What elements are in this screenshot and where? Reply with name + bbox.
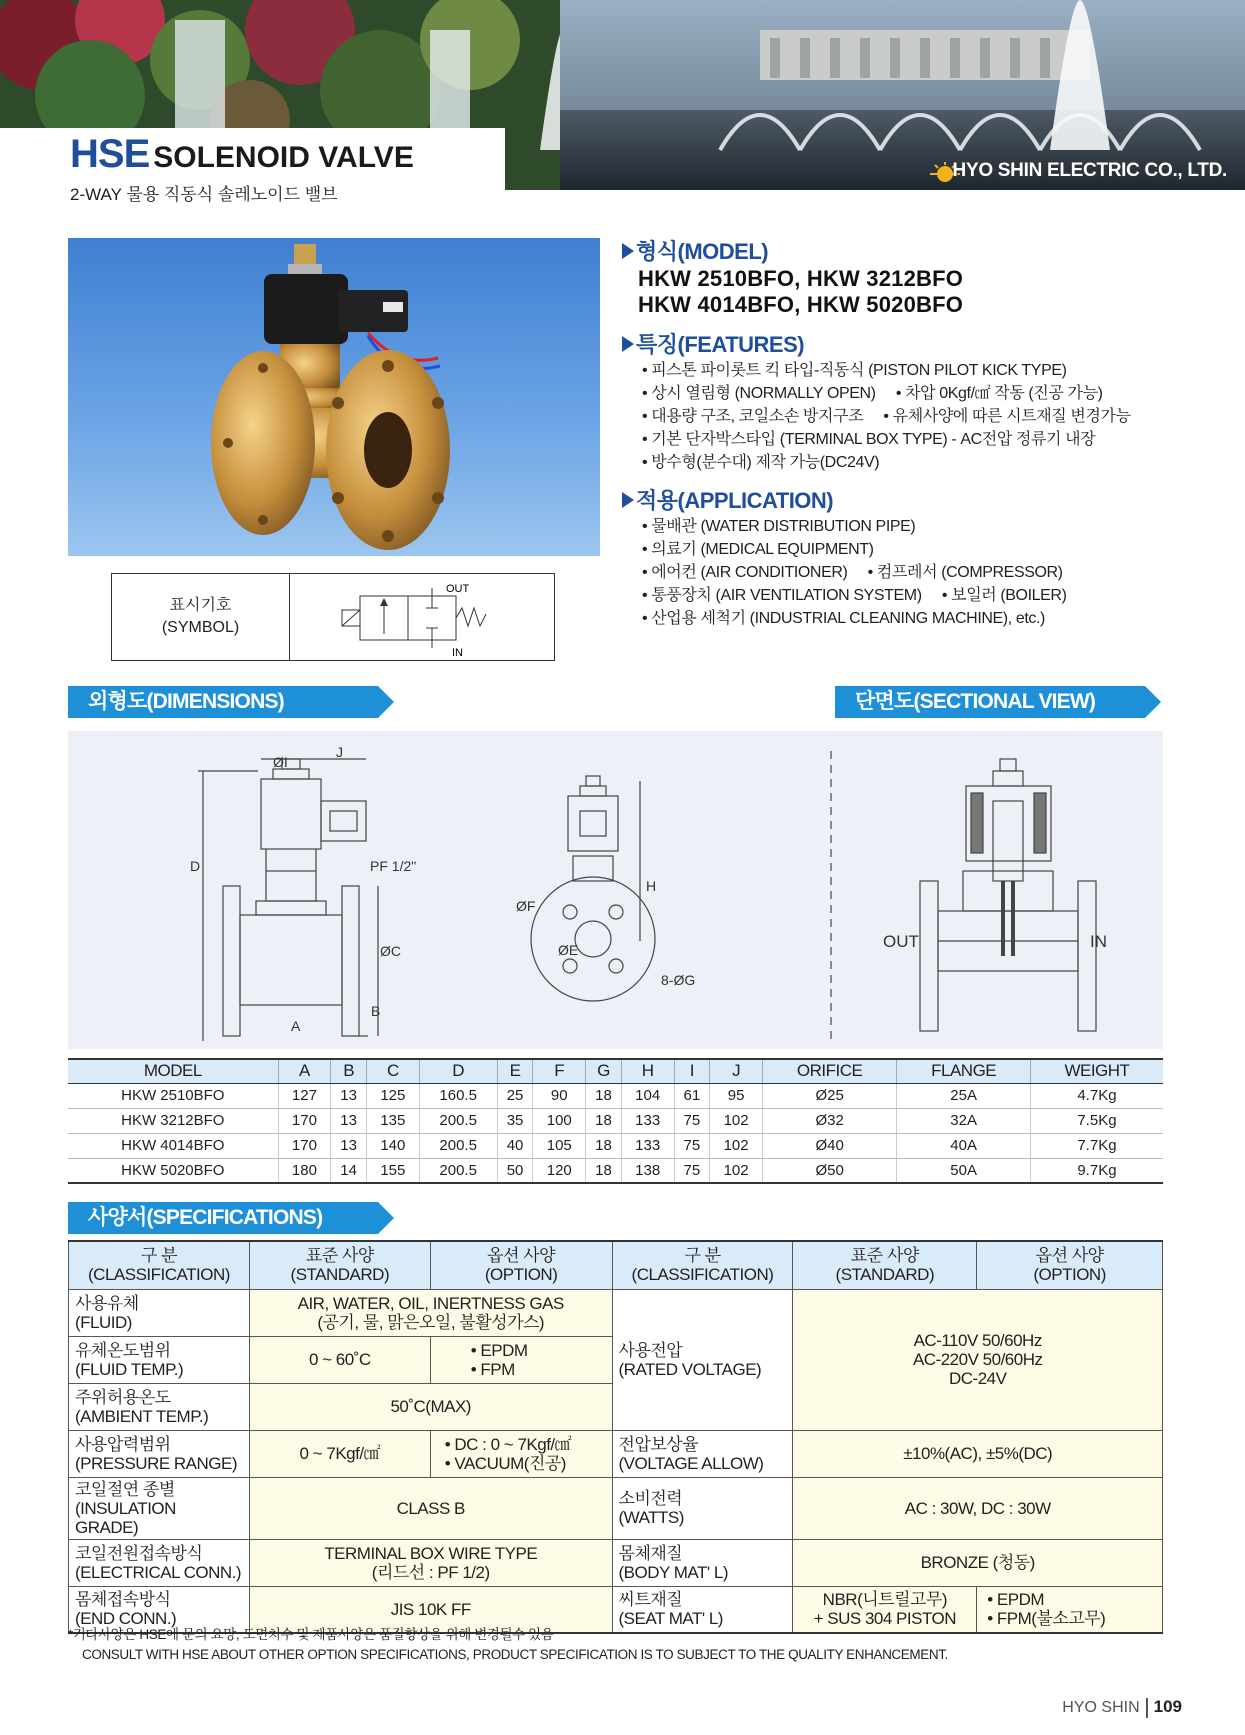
- table-cell: 102: [710, 1108, 763, 1133]
- table-cell: HKW 2510BFO: [68, 1083, 278, 1108]
- dim-col-header: E: [497, 1059, 533, 1083]
- table-cell: 200.5: [419, 1108, 497, 1133]
- table-cell: 102: [710, 1158, 763, 1183]
- table-cell: 170: [278, 1133, 331, 1158]
- spec-value: TERMINAL BOX WIRE TYPE (리드선 : PF 1/2): [249, 1539, 612, 1586]
- spec-row: [69, 1477, 1163, 1539]
- spec-value: 0 ~ 7Kgf/㎠: [249, 1430, 430, 1477]
- dimensions-table: [68, 1058, 1163, 1184]
- spec-label: 몸체접속방식 (END CONN.): [69, 1586, 250, 1633]
- symbol-label: [112, 574, 290, 660]
- spec-label: 유체온도범위 (FLUID TEMP.): [69, 1336, 250, 1383]
- spec-label: 전압보상율 (VOLTAGE ALLOW): [612, 1430, 793, 1477]
- spec-header-cls: 구 분 (CLASSIFICATION): [69, 1241, 250, 1289]
- spec-value: NBR(니트릴고무) + SUS 304 PISTON: [793, 1586, 977, 1633]
- arrow-right-icon: [622, 336, 634, 352]
- spec-label: 코일절연 종별 (INSULATION GRADE): [69, 1477, 250, 1539]
- table-cell: 35: [497, 1108, 533, 1133]
- table-cell: 90: [533, 1083, 586, 1108]
- dim-label-bolt: 8-ØG: [661, 972, 696, 988]
- spec-value: AC : 30W, DC : 30W: [793, 1477, 1163, 1539]
- dim-col-header: ORIFICE: [762, 1059, 896, 1083]
- table-cell: 18: [586, 1158, 622, 1183]
- table-cell: 200.5: [419, 1158, 497, 1183]
- table-cell: 102: [710, 1133, 763, 1158]
- spec-label: 사용압력범위 (PRESSURE RANGE): [69, 1430, 250, 1477]
- symbol-out-label: OUT: [446, 583, 470, 595]
- dim-col-header: WEIGHT: [1030, 1059, 1163, 1083]
- spec-label: 씨트재질 (SEAT MAT' L): [612, 1586, 793, 1633]
- table-cell: 9.7Kg: [1030, 1158, 1163, 1183]
- application-heading: 적용(APPLICATION): [622, 484, 1232, 515]
- table-row: [68, 1108, 1163, 1133]
- page-subtitle: 2-WAY 물용 직동식 솔레노이드 밸브: [70, 185, 338, 204]
- table-cell: 18: [586, 1108, 622, 1133]
- model-heading: 형식(MODEL): [622, 235, 1232, 266]
- footnote: [68, 1625, 948, 1665]
- application-item: • 산업용 세척기 (INDUSTRIAL CLEANING MACHINE), etc.): [642, 610, 1045, 627]
- spec-header-opt: 옵션 사양 (OPTION): [430, 1241, 612, 1289]
- table-cell: 133: [621, 1108, 674, 1133]
- sectional-in-label: IN: [1090, 932, 1107, 951]
- application-item: • 에어컨 (AIR CONDITIONER) • 컴프레서 (COMPRESSOR): [642, 564, 1063, 581]
- dim-col-header: MODEL: [68, 1059, 278, 1083]
- spec-row: [69, 1430, 1163, 1477]
- spec-value: BRONZE (청동): [793, 1539, 1163, 1586]
- table-cell: 125: [367, 1083, 420, 1108]
- dim-label-phi-c: ØC: [380, 943, 401, 959]
- arrow-right-icon: [622, 492, 634, 508]
- table-cell: 13: [331, 1083, 367, 1108]
- product-info: [622, 235, 1232, 630]
- table-cell: 95: [710, 1083, 763, 1108]
- table-cell: 127: [278, 1083, 331, 1108]
- footer-brand: HYO SHIN: [1062, 1699, 1140, 1716]
- table-cell: 13: [331, 1133, 367, 1158]
- table-cell: HKW 3212BFO: [68, 1108, 278, 1133]
- table-row: [68, 1083, 1163, 1108]
- dim-col-header: J: [710, 1059, 763, 1083]
- valve-image-icon: [68, 238, 600, 556]
- spec-row: [69, 1289, 1163, 1336]
- dimensions-section-bar: 외형도(DIMENSIONS): [68, 686, 378, 718]
- symbol-label-en: (SYMBOL): [161, 619, 240, 636]
- dim-col-header: I: [674, 1059, 710, 1083]
- table-cell: 160.5: [419, 1083, 497, 1108]
- table-cell: 120: [533, 1158, 586, 1183]
- table-cell: 75: [674, 1158, 710, 1183]
- specifications-table: [68, 1240, 1163, 1634]
- dimensions-table-header: [68, 1059, 1163, 1083]
- spec-header-opt: 옵션 사양 (OPTION): [977, 1241, 1163, 1289]
- product-photo: [68, 238, 600, 556]
- spec-value: JIS 10K FF: [249, 1586, 612, 1633]
- spec-label: 코일전원접속방식 (ELECTRICAL CONN.): [69, 1539, 250, 1586]
- table-cell: 133: [621, 1133, 674, 1158]
- table-cell: 155: [367, 1158, 420, 1183]
- specifications-section-bar: 사양서(SPECIFICATIONS): [68, 1202, 378, 1234]
- table-cell: 13: [331, 1108, 367, 1133]
- table-cell: 7.7Kg: [1030, 1133, 1163, 1158]
- table-cell: 180: [278, 1158, 331, 1183]
- spec-option: • DC : 0 ~ 7Kgf/㎠ • VACUUM(진공): [430, 1430, 612, 1477]
- valve-symbol-icon: [290, 574, 554, 660]
- spec-label: 몸체재질 (BODY MAT' L): [612, 1539, 793, 1586]
- spec-value: 50˚C(MAX): [249, 1383, 612, 1430]
- footnote-ko: *기타사양은 HSE에 문의 요망, 도면치수 및 제품사양은 품질향상을 위해 변경될수 있음: [68, 1627, 554, 1642]
- sectional-out-label: OUT: [883, 932, 919, 951]
- dim-label-d: D: [190, 858, 201, 874]
- table-cell: HKW 4014BFO: [68, 1133, 278, 1158]
- footnote-en: CONSULT WITH HSE ABOUT OTHER OPTION SPECIFICATIONS, PRODUCT SPECIFICATION IS TO SUBJECT TO THE QUALITY ENHANCEMENT.: [82, 1647, 948, 1662]
- feature-item: • 대용량 구조, 코일소손 방지구조 • 유체사양에 따른 시트재질 변경가능: [642, 408, 1131, 425]
- table-cell: 14: [331, 1158, 367, 1183]
- table-cell: 135: [367, 1108, 420, 1133]
- table-cell: 100: [533, 1108, 586, 1133]
- spec-header-row: [69, 1241, 1163, 1289]
- spec-label: 주위허용온도 (AMBIENT TEMP.): [69, 1383, 250, 1430]
- spec-row: [69, 1539, 1163, 1586]
- spec-option: • EPDM • FPM(불소고무): [977, 1586, 1163, 1633]
- table-cell: 170: [278, 1108, 331, 1133]
- spec-header-std: 표준 사양 (STANDARD): [249, 1241, 430, 1289]
- dim-label-j: J: [336, 744, 343, 760]
- table-cell: 4.7Kg: [1030, 1083, 1163, 1108]
- spec-value: ±10%(AC), ±5%(DC): [793, 1430, 1163, 1477]
- page-footer: [1062, 1697, 1182, 1718]
- dimension-drawing-icon: [68, 731, 1163, 1049]
- symbol-label-ko: 표시기호: [169, 597, 232, 614]
- dim-col-header: H: [621, 1059, 674, 1083]
- dim-label-b: B: [371, 1003, 381, 1019]
- table-cell: 25A: [897, 1083, 1031, 1108]
- spec-option: • EPDM • FPM: [430, 1336, 612, 1383]
- table-cell: Ø40: [762, 1133, 896, 1158]
- dim-label-phi-i: ØI: [273, 754, 288, 770]
- table-cell: 7.5Kg: [1030, 1108, 1163, 1133]
- spec-label: 사용유체 (FLUID): [69, 1289, 250, 1336]
- table-cell: 18: [586, 1083, 622, 1108]
- spec-header-std: 표준 사양 (STANDARD): [793, 1241, 977, 1289]
- model-line-2: HKW 4014BFO, HKW 5020BFO: [638, 292, 964, 317]
- table-cell: 40A: [897, 1133, 1031, 1158]
- table-row: [68, 1133, 1163, 1158]
- table-cell: 25: [497, 1083, 533, 1108]
- symbol-in-label: IN: [452, 647, 463, 659]
- dim-col-header: FLANGE: [897, 1059, 1031, 1083]
- dim-label-phi-e: ØE: [558, 942, 579, 958]
- table-row: [68, 1158, 1163, 1183]
- dimension-drawings: [68, 731, 1163, 1049]
- dim-col-header: D: [419, 1059, 497, 1083]
- arrow-right-icon: [622, 243, 634, 259]
- features-heading: 특징(FEATURES): [622, 328, 1232, 359]
- table-cell: Ø32: [762, 1108, 896, 1133]
- dim-label-phi-f: ØF: [516, 898, 536, 914]
- table-cell: 140: [367, 1133, 420, 1158]
- feature-item: • 상시 열림형 (NORMALLY OPEN) • 차압 0Kgf/㎠ 작동 (진공 가능): [642, 385, 1103, 402]
- dim-label-pf: PF 1/2": [370, 858, 417, 874]
- valve-symbol: [290, 574, 554, 660]
- table-cell: 200.5: [419, 1133, 497, 1158]
- feature-item: • 기본 단자박스타입 (TERMINAL BOX TYPE) - AC전압 정류기 내장: [642, 431, 1096, 448]
- spec-header-cls: 구 분 (CLASSIFICATION): [612, 1241, 793, 1289]
- spec-value: CLASS B: [249, 1477, 612, 1539]
- table-cell: Ø25: [762, 1083, 896, 1108]
- table-cell: 50: [497, 1158, 533, 1183]
- table-cell: 75: [674, 1133, 710, 1158]
- dim-col-header: G: [586, 1059, 622, 1083]
- table-cell: HKW 5020BFO: [68, 1158, 278, 1183]
- feature-item: • 피스톤 파이롯트 킥 타입-직동식 (PISTON PILOT KICK TYPE): [642, 362, 1067, 379]
- application-item: • 통풍장치 (AIR VENTILATION SYSTEM) • 보일러 (BOILER): [642, 587, 1067, 604]
- dim-label-a: A: [291, 1018, 301, 1034]
- dim-col-header: B: [331, 1059, 367, 1083]
- table-cell: 104: [621, 1083, 674, 1108]
- spec-value: AIR, WATER, OIL, INERTNESS GAS (공기, 물, 맑은오일, 불활성가스): [249, 1289, 612, 1336]
- symbol-box: [111, 573, 555, 661]
- model-line-1: HKW 2510BFO, HKW 3212BFO: [638, 266, 964, 291]
- application-item: • 물배관 (WATER DISTRIBUTION PIPE): [642, 518, 916, 535]
- dim-col-header: C: [367, 1059, 420, 1083]
- table-cell: 40: [497, 1133, 533, 1158]
- table-cell: 18: [586, 1133, 622, 1158]
- footer-divider: [1146, 1698, 1148, 1718]
- dim-col-header: A: [278, 1059, 331, 1083]
- application-item: • 의료기 (MEDICAL EQUIPMENT): [642, 541, 874, 558]
- table-cell: 138: [621, 1158, 674, 1183]
- table-cell: Ø50: [762, 1158, 896, 1183]
- table-cell: 75: [674, 1108, 710, 1133]
- spec-label: 사용전압 (RATED VOLTAGE): [612, 1289, 793, 1430]
- table-cell: 32A: [897, 1108, 1031, 1133]
- dim-label-h: H: [646, 878, 657, 894]
- page-title: HSE SOLENOID VALVE: [70, 132, 414, 176]
- dim-col-header: F: [533, 1059, 586, 1083]
- sectional-section-bar: 단면도(SECTIONAL VIEW): [835, 686, 1145, 718]
- table-cell: 50A: [897, 1158, 1031, 1183]
- company-name: HYO SHIN ELECTRIC CO., LTD.: [952, 160, 1227, 181]
- feature-item: • 방수형(분수대) 제작 가능(DC24V): [642, 454, 880, 471]
- table-cell: 61: [674, 1083, 710, 1108]
- table-cell: 105: [533, 1133, 586, 1158]
- page-number: 109: [1153, 1697, 1182, 1716]
- spec-value: AC-110V 50/60Hz AC-220V 50/60Hz DC-24V: [793, 1289, 1163, 1430]
- spec-value: 0 ~ 60˚C: [249, 1336, 430, 1383]
- spec-label: 소비전력 (WATTS): [612, 1477, 793, 1539]
